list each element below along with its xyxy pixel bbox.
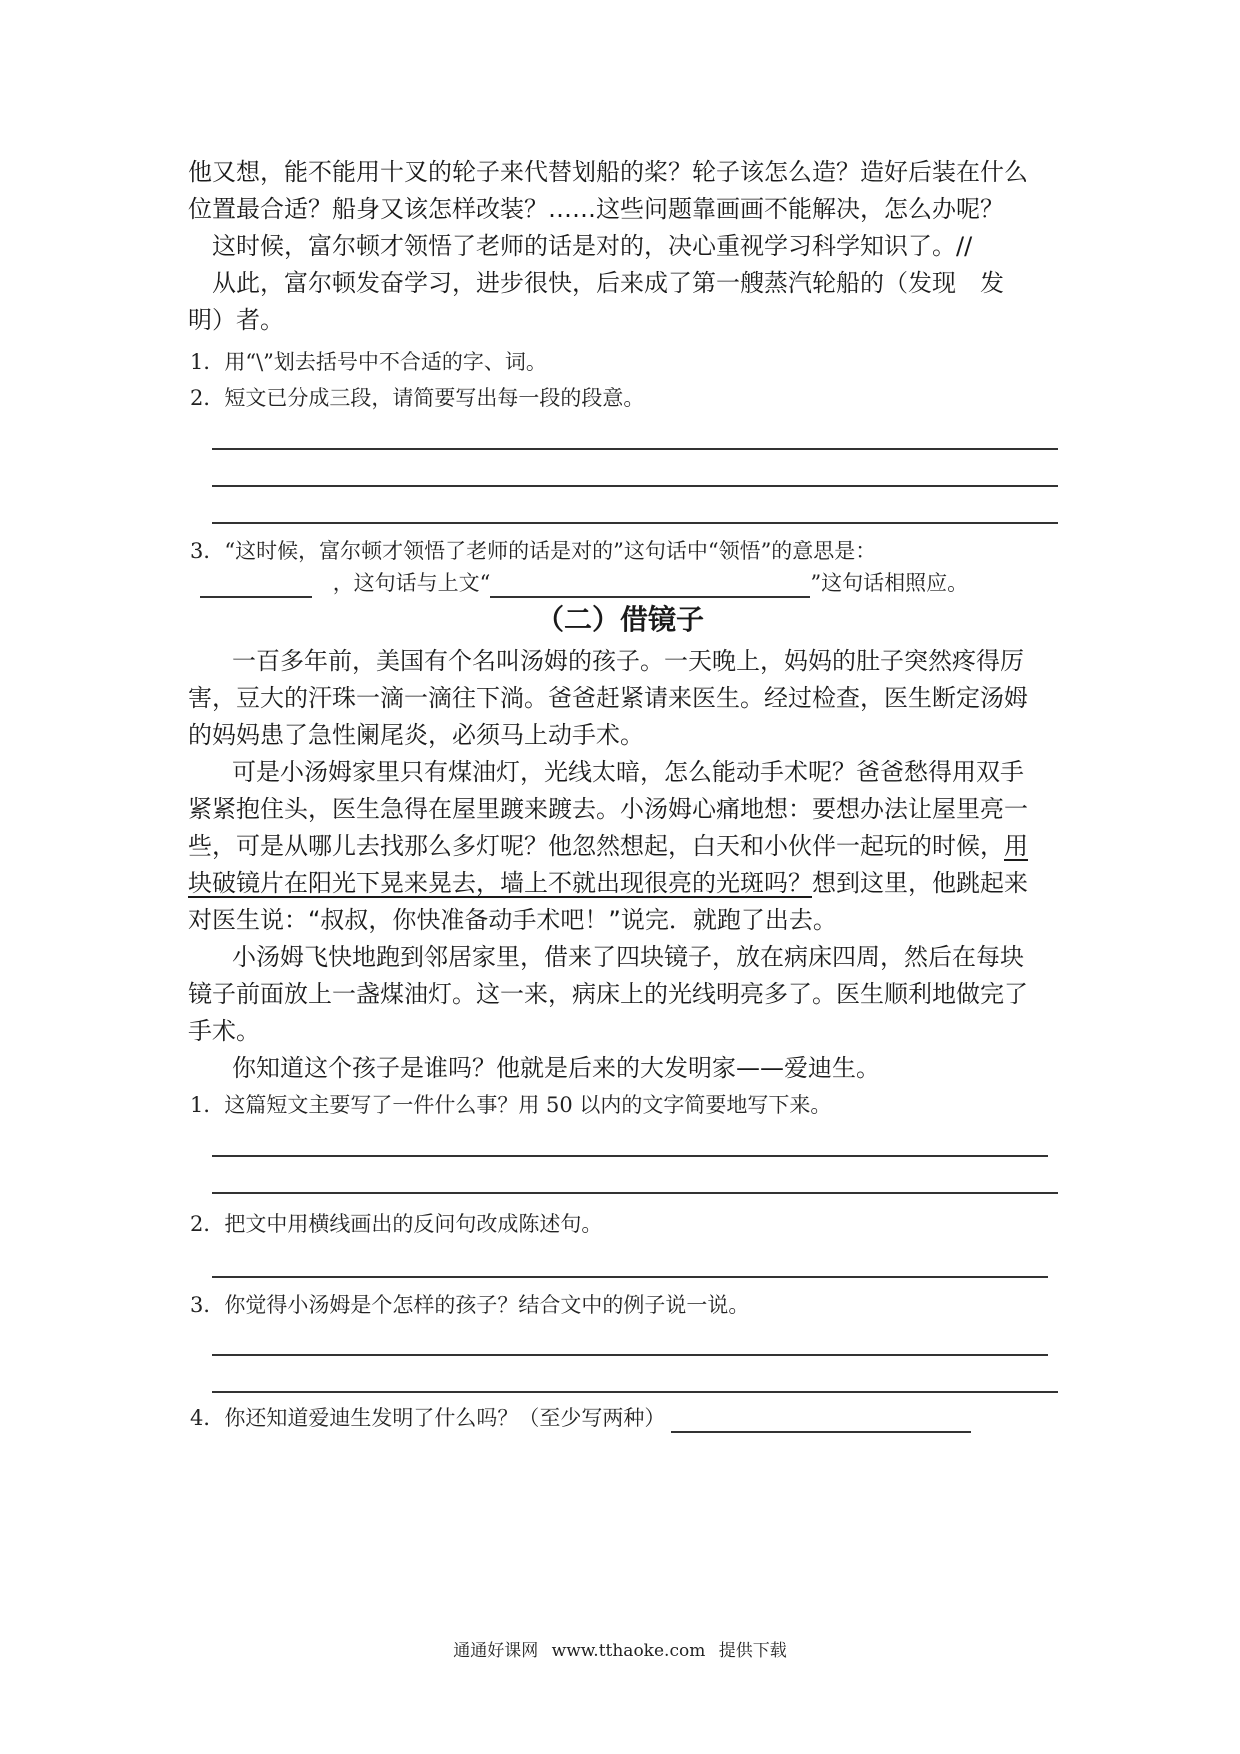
section2-line-3: 的妈妈患了急性阑尾炎，必须马上动手术。 (188, 721, 644, 749)
answer-blank[interactable] (490, 574, 810, 598)
section2-line-6-text: 些，可是从哪儿去找那么多灯呢？他忽然想起，白天和小伙伴一起玩的时候， (188, 832, 1004, 860)
footer-suffix: 提供下载 (718, 1641, 787, 1661)
question2-1: 1．这篇短文主要写了一件什么事？用 50 以内的文字简要地写下来。 (190, 1093, 832, 1117)
question2-2: 2．把文中用横线画出的反问句改成陈述句。 (190, 1212, 603, 1236)
question1-2: 2．短文已分成三段，请简要写出每一段的段意。 (190, 386, 645, 410)
section-title: （二）借镜子 (535, 603, 704, 636)
section2-line-9: 小汤姆飞快地跑到邻居家里，借来了四块镜子，放在病床四周，然后在每块 (232, 943, 1024, 971)
passage1-line-2: 位置最合适？船身又该怎样改装？……这些问题靠画画不能解决，怎么办呢？ (188, 195, 1004, 223)
question1-3-middle: ，这句话与上文“ (332, 571, 491, 595)
section2-line-6 (188, 828, 1058, 865)
page-footer (0, 1636, 1240, 1661)
answer-line[interactable] (212, 448, 1058, 450)
answer-line[interactable] (212, 1155, 1048, 1157)
section2-line-1: 一百多年前，美国有个名叫汤姆的孩子。一天晚上，妈妈的肚子突然疼得厉 (232, 647, 1024, 675)
answer-line[interactable] (212, 1276, 1048, 1278)
section2-line-5: 紧紧抱住头，医生急得在屋里踱来踱去。小汤姆心痛地想：要想办法让屋里亮一 (188, 795, 1028, 823)
answer-blank[interactable] (671, 1409, 971, 1433)
passage1-line-3: 这时候，富尔顿才领悟了老师的话是对的，决心重视学习科学知识了。// (212, 232, 973, 260)
answer-line[interactable] (212, 1192, 1058, 1194)
footer-url[interactable]: www.tthaoke.com (551, 1641, 706, 1661)
answer-line[interactable] (212, 485, 1058, 487)
underlined-sentence: 块破镜片在阳光下晃来晃去，墙上不就出现很亮的光斑吗？ (188, 869, 812, 897)
section2-line-4: 可是小汤姆家里只有煤油灯，光线太暗，怎么能动手术呢？爸爸愁得用双手 (232, 758, 1024, 786)
passage1-line-4: 从此，富尔顿发奋学习，进步很快，后来成了第一艘蒸汽轮船的（发现 发 (212, 269, 1004, 297)
question1-3-end: ”这句话相照应。 (810, 571, 969, 595)
section2-line-8: 对医生说：“叔叔，你快准备动手术吧！”说完．就跑了出去。 (188, 906, 837, 934)
passage1-line-5: 明）者。 (188, 306, 284, 334)
answer-line[interactable] (212, 1391, 1058, 1393)
underlined-sentence-start: 用 (1004, 832, 1028, 860)
question2-4 (190, 1403, 971, 1433)
question1-3-continuation (200, 568, 968, 598)
section2-line-11: 手术。 (188, 1017, 260, 1045)
section2-line-7-rest: 想到这里，他跳起来 (812, 869, 1028, 897)
question1-1: 1．用“\”划去括号中不合适的字、词。 (190, 350, 547, 374)
question2-4-text: 4．你还知道爱迪生发明了什么吗？（至少写两种） (190, 1406, 666, 1430)
section2-line-2: 害，豆大的汗珠一滴一滴往下淌。爸爸赶紧请来医生。经过检查，医生断定汤姆 (188, 684, 1028, 712)
answer-line[interactable] (212, 522, 1058, 524)
section2-line-7 (188, 865, 1058, 902)
passage1-line-1: 他又想，能不能用十叉的轮子来代替划船的桨？轮子该怎么造？造好后装在什么 (188, 158, 1028, 186)
section2-line-10: 镜子前面放上一盏煤油灯。这一来，病床上的光线明亮多了。医生顺利地做完了 (188, 980, 1028, 1008)
answer-line[interactable] (212, 1354, 1048, 1356)
section2-line-12: 你知道这个孩子是谁吗？他就是后来的大发明家——爱迪生。 (232, 1054, 880, 1082)
question1-3-text: 3．“这时候，富尔顿才领悟了老师的话是对的”这句话中“领悟”的意思是： (190, 539, 877, 563)
footer-site-name: 通通好课网 (453, 1641, 539, 1661)
question2-3: 3．你觉得小汤姆是个怎样的孩子？结合文中的例子说一说。 (190, 1293, 750, 1317)
answer-blank[interactable] (200, 574, 312, 598)
